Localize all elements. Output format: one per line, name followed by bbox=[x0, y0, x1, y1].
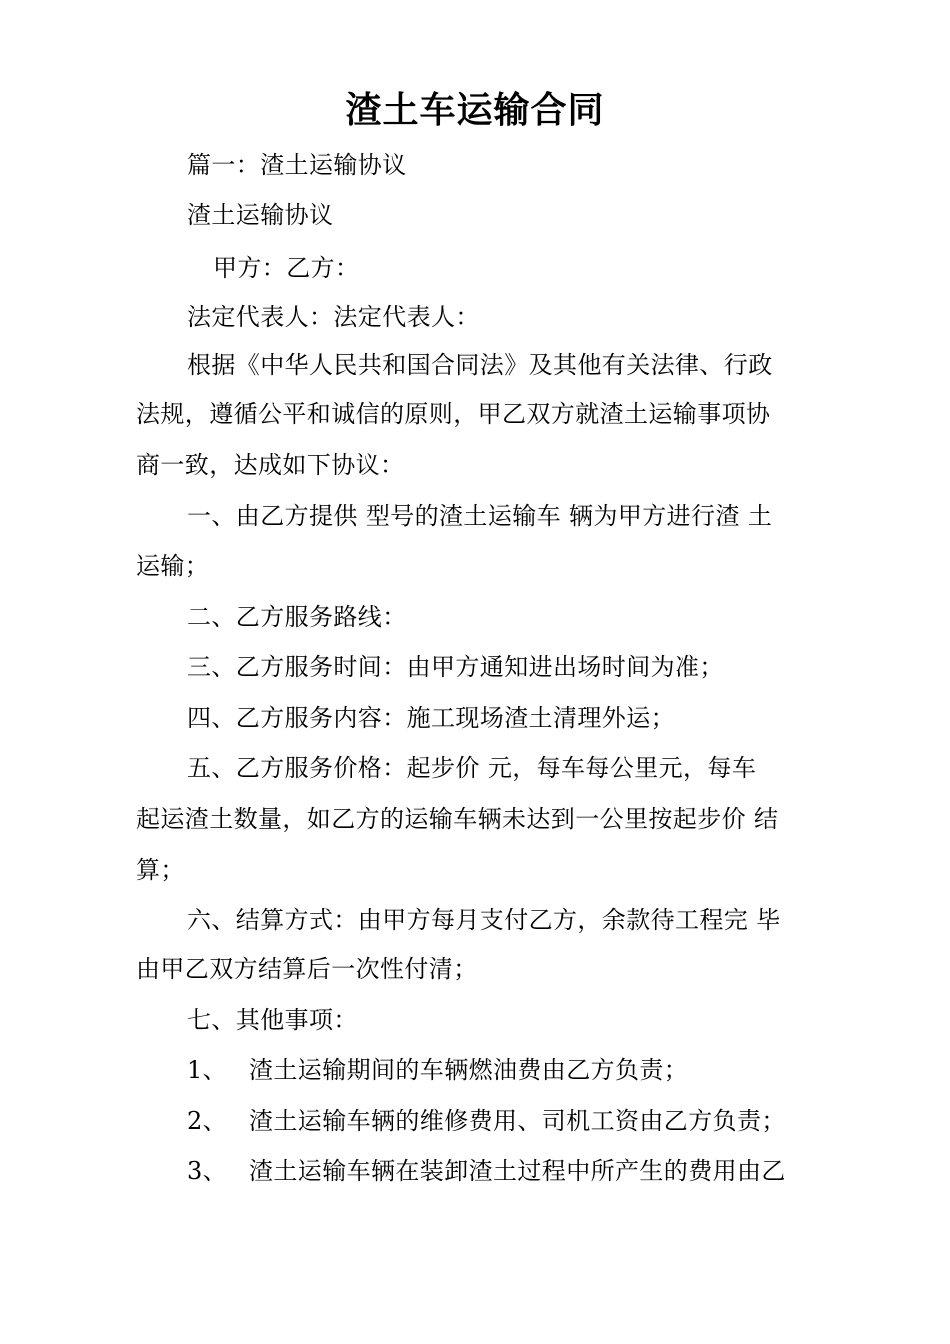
text-line: 算； bbox=[136, 856, 185, 884]
text-line: 二、乙方服务路线： bbox=[187, 603, 407, 631]
list-item-number: 3、 bbox=[187, 1157, 228, 1185]
text-line: 法规，遵循公平和诚信的原则，甲乙双方就渣土运输事项协 bbox=[136, 400, 771, 428]
list-item-text: 渣土运输车辆的维修费用、司机工资由乙方负责； bbox=[249, 1107, 786, 1135]
text-line: 三、乙方服务时间：由甲方通知进出场时间为准； bbox=[187, 653, 724, 681]
text-line: 运输； bbox=[136, 552, 210, 580]
text-line: 法定代表人：法定代表人： bbox=[187, 303, 480, 331]
list-item-number: 1、 bbox=[187, 1056, 228, 1084]
list-item bbox=[187, 1105, 786, 1137]
text-line: 由甲乙双方结算后一次性付清； bbox=[136, 955, 478, 983]
document-title: 渣土车运输合同 bbox=[345, 89, 605, 131]
text-line: 渣土运输协议 bbox=[187, 201, 334, 229]
list-item-text: 渣土运输期间的车辆燃油费由乙方负责； bbox=[249, 1056, 689, 1084]
list-item-number: 2、 bbox=[187, 1107, 228, 1135]
text-line: 一、由乙方提供 型号的渣土运输车 辆为甲方进行渣 土 bbox=[187, 502, 773, 530]
text-line: 根据《中华人民共和国合同法》及其他有关法律、行政 bbox=[187, 351, 773, 379]
text-line: 篇一：渣土运输协议 bbox=[187, 151, 407, 179]
text-line: 起运渣土数量，如乙方的运输车辆未达到一公里按起步价 结 bbox=[136, 805, 779, 833]
text-line: 商一致，达成如下协议： bbox=[136, 451, 405, 479]
list-item-text: 渣土运输车辆在装卸渣土过程中所产生的费用由乙 bbox=[249, 1157, 786, 1185]
text-line: 甲方：乙方： bbox=[213, 254, 360, 282]
text-line: 五、乙方服务价格：起步价 元，每车每公里元，每车 bbox=[187, 754, 757, 782]
text-line: 六、结算方式：由甲方每月支付乙方，余款待工程完 毕 bbox=[187, 906, 781, 934]
list-item bbox=[187, 1155, 786, 1187]
text-line: 四、乙方服务内容：施工现场渣土清理外运； bbox=[187, 704, 675, 732]
list-item bbox=[187, 1054, 688, 1086]
text-line: 七、其他事项： bbox=[187, 1006, 358, 1034]
